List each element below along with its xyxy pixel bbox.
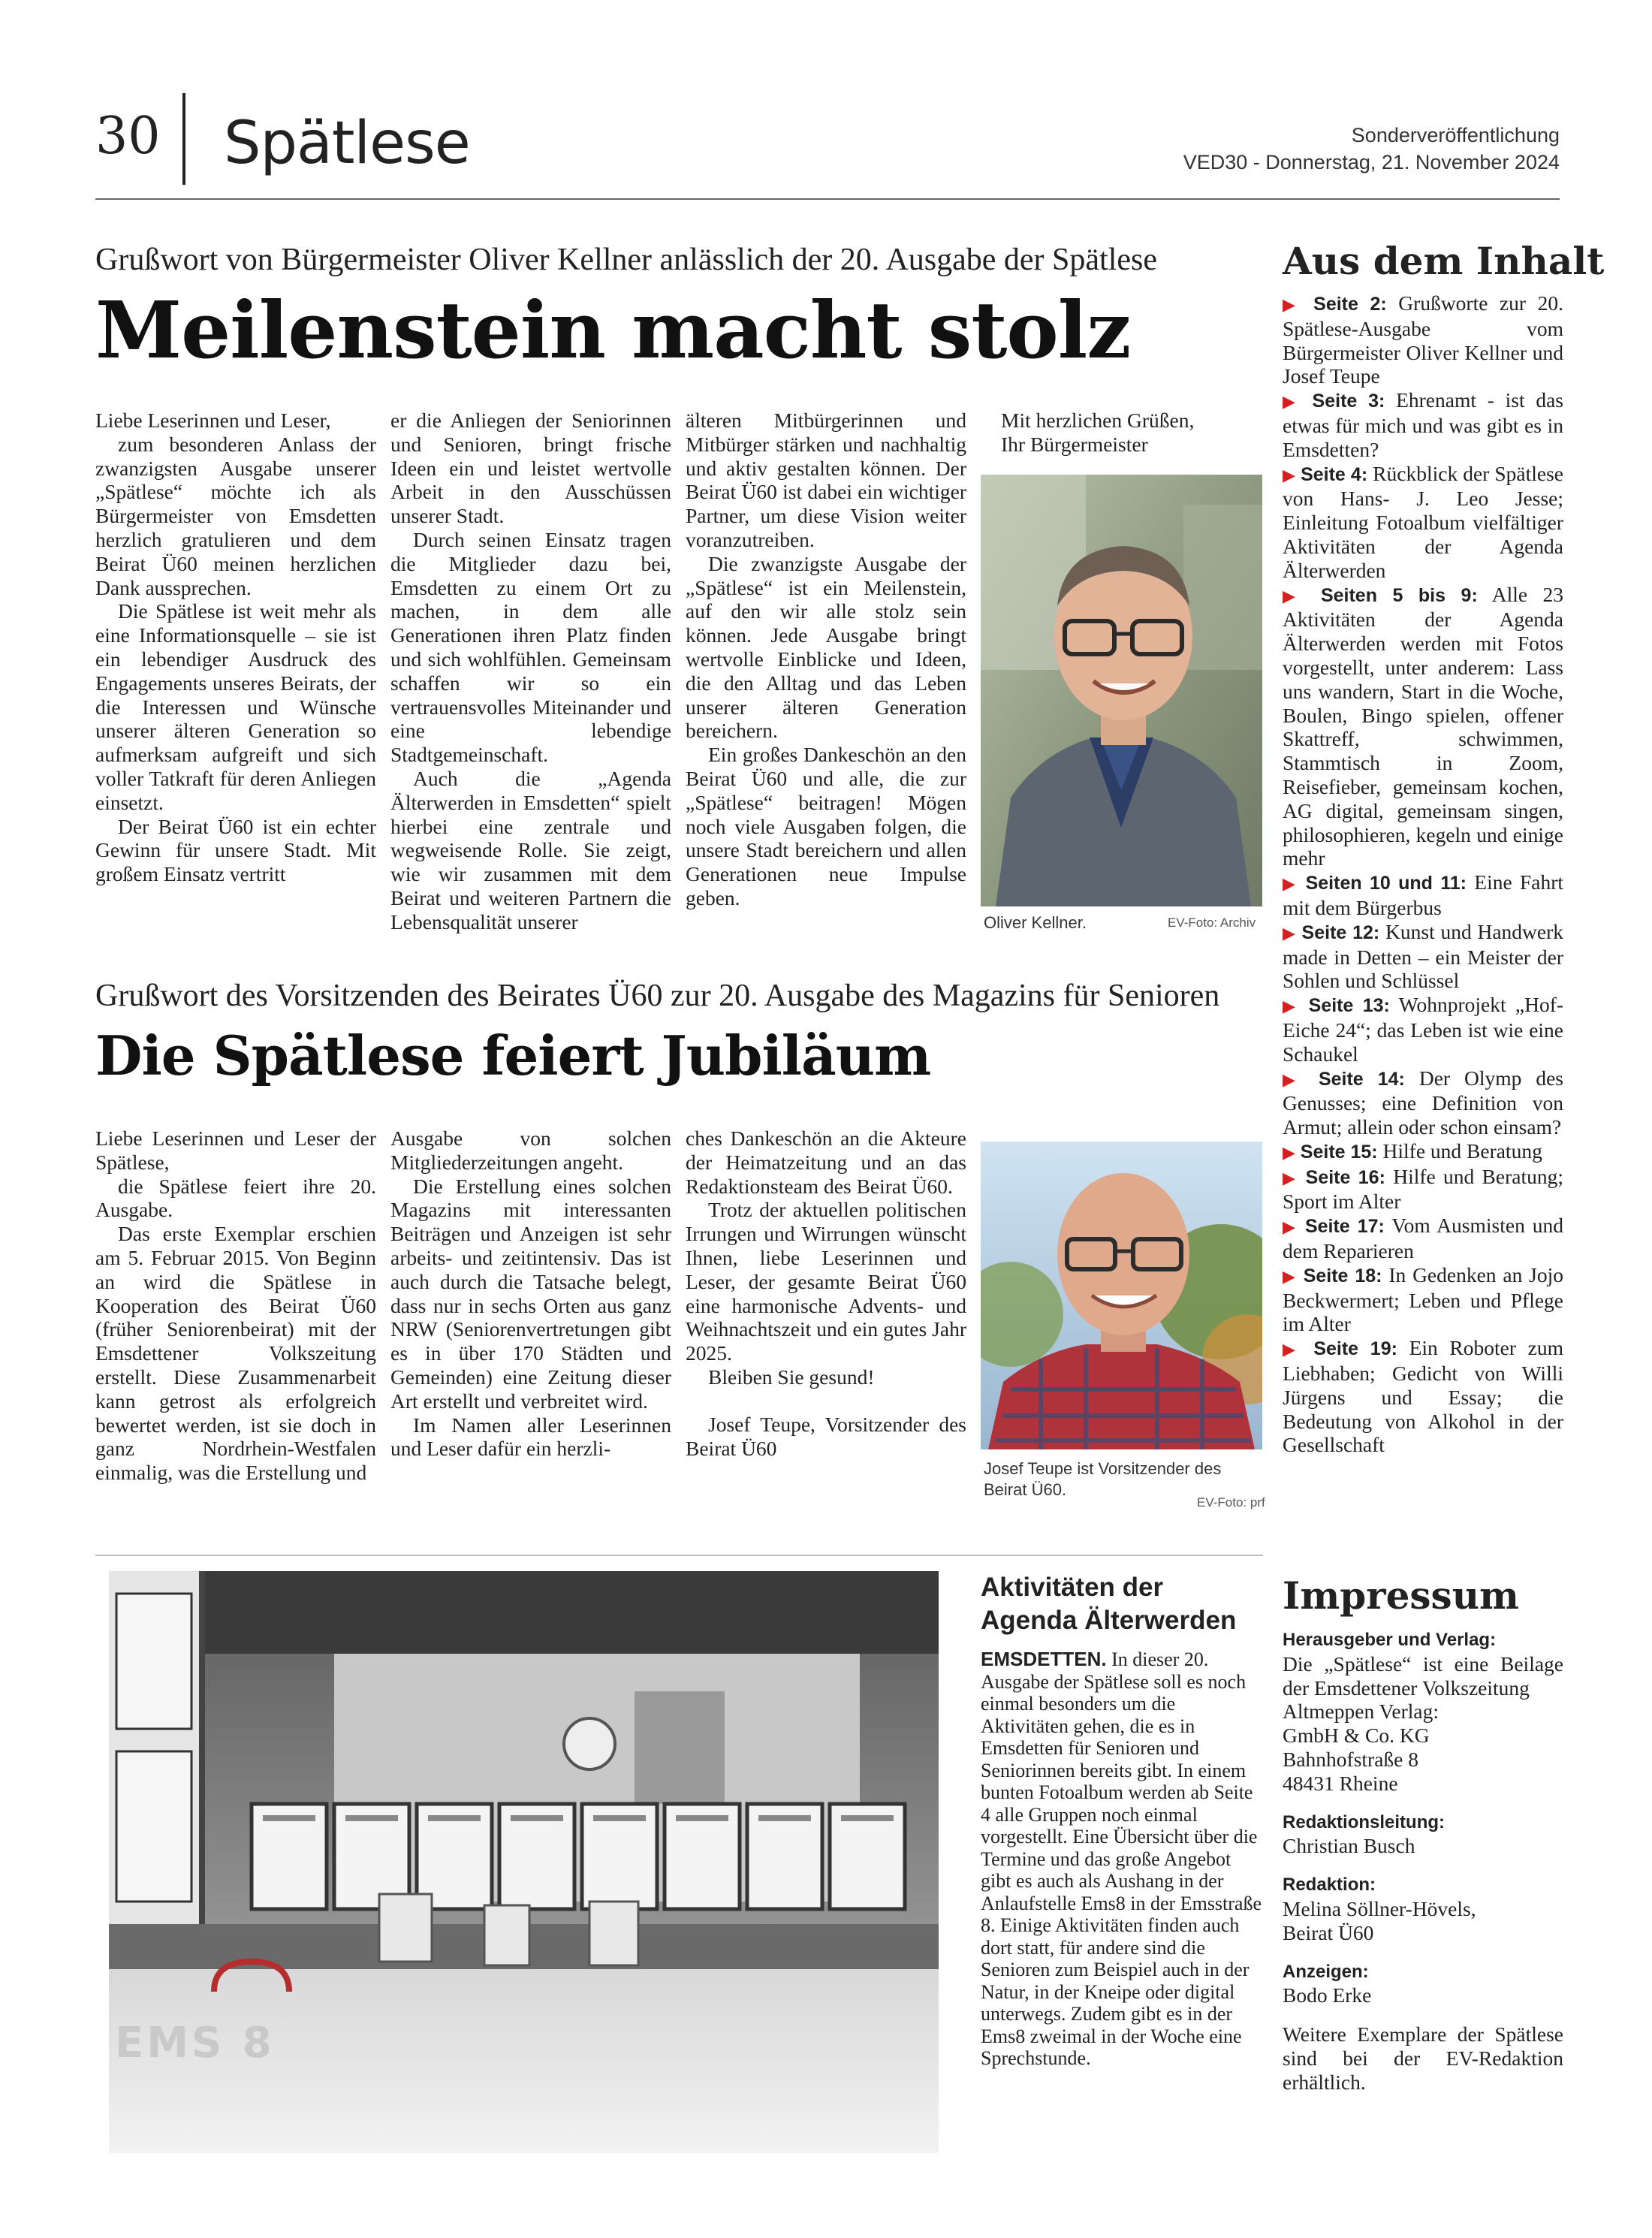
toc-item: ▶ Seite 14: Der Olymp des Genusses; eine Definition von Armut; allein oder schon einsam? <box>1283 1066 1564 1139</box>
header-divider <box>182 93 185 185</box>
paragraph: Durch seinen Einsatz tragen die Mitglieder dazu bei, Emsdetten zu einem Ort zu machen, in dem alle Generationen ihren Platz finden und sich wohlfühlen. Gemeinsam schaffen wir so ein vertrauensvolles Miteinander und eine lebendige Stadtgemeinschaft. <box>390 527 671 767</box>
ads-name: Bodo Erke <box>1283 1983 1372 2007</box>
activities-text: In dieser 20. Ausgabe der Spätlese soll es noch einmal besonders um die Aktivitäten gehen, die es in Emsdetten für Senioren und Seniorinnen bereits gibt. In einem bunten Fotoalbum werden ab Seite 4 alle Gruppen noch einmal vorgestellt. Eine Übersicht über die Termine und das große Angebot gibt es auch als Aushang in der Anlaufstelle Ems8 in der Emsstraße 8. Einige Aktivitäten finden auch dort statt, für andere sind die Senioren zum Beispiel auch in der Natur, in der Kneipe oder digital unterwegs. Zudem gibt es in der Ems8 zweimal in der Woche eine Sprechstunde. <box>981 1648 1262 2069</box>
arrow-right-icon: ▶ <box>1283 923 1296 943</box>
toc-item: ▶ Seiten 10 und 11: Eine Fahrt mit dem Bürgerbus <box>1283 870 1564 919</box>
supplement-label: Sonderveröffentlichung <box>1351 124 1560 146</box>
portrait-illustration <box>981 475 1262 906</box>
toc-item: ▶ Seite 2: Grußworte zur 20. Spätlese-Ausgabe vom Bürgermeister Oliver Kellner und Josef Teupe <box>1283 291 1564 388</box>
activities-title-line: Agenda Älterwerden <box>981 1606 1237 1635</box>
article1-column-1 <box>95 409 376 886</box>
lead-name: Christian Busch <box>1283 1834 1415 1858</box>
arrow-right-icon: ▶ <box>1283 1266 1297 1286</box>
toc-item: ▶ Seite 18: In Gedenken an Jojo Beckwermert; Leben und Pflege im Alter <box>1283 1262 1563 1336</box>
photo-josef-teupe <box>981 1142 1262 1449</box>
closing-signature: Ihr Bürgermeister <box>1001 432 1148 456</box>
signature: Josef Teupe, Vorsitzender des Beirat Ü60 <box>686 1412 966 1460</box>
toc-item: ▶ Seite 13: Wohnprojekt „Hof-Eiche 24“; das Leben ist wie eine Schaukel <box>1283 993 1564 1066</box>
toc-item: ▶ Seite 16: Hilfe und Beratung; Sport im Alter <box>1283 1164 1563 1214</box>
publisher-line: 48431 Rheine <box>1283 1771 1398 1795</box>
toc-item: ▶ Seite 15: Hilfe und Beratung <box>1283 1139 1542 1163</box>
paragraph: Auch die „Agenda Älterwerden in Emsdetten“ spielt hierbei eine zentrale und wegweisende Rolle. Sie zeigt, wie wir zusammen mit dem Beirat und weiteren Partnern die Lebensqualität unserer <box>390 766 671 934</box>
article2-kicker: Grußwort des Vorsitzenden des Beirates Ü60 zur 20. Ausgabe des Magazins für Senioren <box>95 979 1220 1013</box>
impressum-title: Impressum <box>1283 1573 1519 1618</box>
editor-line: Beirat Ü60 <box>1283 1920 1374 1944</box>
activities-title-line: Aktivitäten der <box>981 1573 1164 1602</box>
photo-credit-teupe: EV-Foto: prf <box>1197 1495 1265 1510</box>
paragraph: er die Anliegen der Seniorinnen und Senioren, bringt frische Ideen ein und leistet wertvolle Arbeit in den Ausschüssen unserer Stadt. <box>390 409 671 528</box>
article1-headline: Meilenstein macht stolz <box>95 284 1131 376</box>
publisher-line: Altmeppen Verlag: <box>1283 1700 1439 1724</box>
photo-caption-teupe: Josef Teupe ist Vorsitzender des Beirat Ü60. <box>984 1459 1222 1499</box>
arrow-right-icon: ▶ <box>1283 1069 1304 1089</box>
paragraph: Der Beirat Ü60 ist ein echter Gewinn für unsere Stadt. Mit großem Einsatz vertritt <box>95 814 376 886</box>
header-rule <box>95 198 1560 200</box>
sidebar-title: Aus dem Inhalt <box>1283 239 1605 283</box>
arrow-right-icon: ▶ <box>1283 1340 1302 1359</box>
activities-title <box>981 1571 1266 1637</box>
article1-column-3 <box>686 409 966 910</box>
arrow-right-icon: ▶ <box>1283 1142 1295 1162</box>
toc-item: ▶ Seite 12: Kunst und Handwerk made in Detten – ein Meister der Sohlen und Schlüssel <box>1283 919 1564 993</box>
box-top-rule <box>95 1555 1263 1556</box>
toc-item: ▶ Seite 4: Rückblick der Spätlese von Hans- J. Leo Jesse; Einleitung Fotoalbum vielfältiger Aktivitäten der Agenda Älterwerden <box>1283 461 1563 582</box>
toc-item: ▶ Seiten 5 bis 9: Alle 23 Aktivitäten der Agenda Älterwerden werden mit Fotos vorgestellt, unter anderem: Lass uns wandern, Start in die Woche, Boulen, Bingo spielen, offener Skattreff, schwimmen, Stammtisch in Zoom, Reisefieber, gemeinsam kochen, AG digital, gemeinsam singen, philosophieren, kegeln und einige mehr <box>1283 582 1564 870</box>
photo-caption-kellner: Oliver Kellner. <box>984 913 1087 932</box>
article2-column-1 <box>95 1127 376 1485</box>
article2-headline: Die Spätlese feiert Jubiläum <box>95 1024 931 1087</box>
toc-item: ▶ Seite 3: Ehrenamt - ist das etwas für mich und was gibt es in Emsdetten? <box>1283 388 1564 461</box>
lead-heading: Redaktionsleitung: <box>1283 1811 1446 1832</box>
portrait-illustration <box>981 1142 1262 1449</box>
dateline: EMSDETTEN. <box>981 1648 1107 1670</box>
paragraph: Im Namen aller Leserinnen und Leser dafür ein herzli- <box>390 1413 671 1461</box>
toc-item: ▶ Seite 19: Ein Roboter zum Liebhaben; Gedicht von Willi Jürgens und Essay; die Bedeutung von Alkohol in der Gesellschaft <box>1283 1336 1563 1457</box>
paragraph: Liebe Leserinnen und Leser der Spätlese, <box>95 1127 376 1174</box>
article1-kicker: Grußwort von Bürgermeister Oliver Kellner anlässlich der 20. Ausgabe der Spätlese <box>95 243 1158 277</box>
paragraph: Die zwanzigste Ausgabe der „Spätlese“ ist ein Meilenstein, auf den wir alle stolz sein können. Jede Ausgabe bringt wertvolle Einblicke und Ideen, die den Alltag und das Leben unserer älteren Generation bereichern. <box>686 551 966 743</box>
edition-info <box>1183 122 1560 176</box>
article2-column-2 <box>390 1127 671 1461</box>
photo-ems8-interior <box>109 1571 939 2153</box>
publisher-heading: Herausgeber und Verlag: <box>1283 1630 1497 1650</box>
activities-body <box>981 1648 1266 2070</box>
paragraph: Ausgabe von solchen Mitgliederzeitungen angeht. <box>390 1127 671 1174</box>
arrow-right-icon: ▶ <box>1283 586 1306 605</box>
arrow-right-icon: ▶ <box>1283 1168 1298 1187</box>
paragraph: Trotz der aktuellen politischen Irrungen und Wirrungen wünscht Ihnen, liebe Leserinnen und Leser, der gesamte Beirat Ü60 eine harmonische Advents- und Weihnachtszeit und ein gutes Jahr 2025. <box>686 1198 966 1365</box>
article2-column-3 <box>686 1127 966 1460</box>
impressum-block <box>1283 1628 1563 2095</box>
arrow-right-icon: ▶ <box>1283 295 1302 314</box>
paragraph: Die Spätlese ist weit mehr als eine Informationsquelle – sie ist ein lebendiger Ausdruck des Engagements unseres Beirats, der die Interessen und Wünsche unserer älteren Generation so aufmerksam aufgreift und sich voller Tatkraft für deren Anliegen einsetzt. <box>95 599 376 814</box>
paragraph: Die Erstellung eines solchen Magazins mit interessanten Beiträgen und Anzeigen ist sehr arbeits- und zeitintensiv. Das ist auch durch die Tatsache belegt, dass nur in sechs Orten aus ganz NRW (Seniorenvertretungen gibt es in über 170 Städten und Gemeinden) eine Zeitung dieser Art erstellt und verbreitet wird. <box>390 1174 671 1413</box>
closing-greeting: Mit herzlichen Grüßen, <box>1001 409 1195 432</box>
arrow-right-icon: ▶ <box>1283 997 1300 1016</box>
arrow-right-icon: ▶ <box>1283 465 1296 484</box>
paragraph: ches Dankeschön an die Akteure der Heimatzeitung und an das Redaktionsteam des Beirat Ü60. <box>686 1127 966 1198</box>
publisher-line: GmbH & Co. KG <box>1283 1724 1430 1748</box>
edition-line: VED30 - Donnerstag, 21. November 2024 <box>1183 151 1560 173</box>
arrow-right-icon: ▶ <box>1283 1217 1298 1237</box>
paragraph: Liebe Leserinnen und Leser, <box>95 409 331 432</box>
paragraph: zum besonderen Anlass der zwanzigsten Ausgabe unserer „Spätlese“ möchte ich als Bürgermeister von Emsdetten herzlich gratulieren und dem Beirat Ü60 meinen herzlichen Dank aussprechen. <box>95 432 376 599</box>
paragraph: Bleiben Sie gesund! <box>708 1365 875 1389</box>
editor-line: Melina Söllner-Hövels, <box>1283 1896 1476 1920</box>
table-of-contents <box>1283 291 1563 1457</box>
article1-closing <box>1001 409 1256 457</box>
paragraph: die Spätlese feiert ihre 20. Ausgabe. <box>95 1174 376 1222</box>
photo-oliver-kellner <box>981 475 1262 906</box>
ems8-window-lettering: EMS 8 <box>115 2019 275 2068</box>
arrow-right-icon: ▶ <box>1283 392 1301 412</box>
toc-item: ▶ Seite 17: Vom Ausmisten und dem Reparieren <box>1283 1214 1564 1263</box>
photo-credit-kellner: EV-Foto: Archiv <box>1168 915 1256 930</box>
publisher-line: Bahnhofstraße 8 <box>1283 1747 1418 1771</box>
section-title: Spätlese <box>224 110 470 177</box>
ads-heading: Anzeigen: <box>1283 1961 1369 1982</box>
article1-column-2 <box>390 409 671 934</box>
paragraph: älteren Mitbürgerinnen und Mitbürger stärken und nachhaltig und aktiv gestalten können. Der Beirat Ü60 ist dabei ein wichtiger Partner, um diese Vision weiter voranzutreiben. <box>686 409 966 551</box>
arrow-right-icon: ▶ <box>1283 874 1298 894</box>
editors-heading: Redaktion: <box>1283 1875 1376 1896</box>
paragraph: Ein großes Dankeschön an den Beirat Ü60 und alle, die zur „Spätlese“ beitragen! Mögen noch viele Ausgaben folgen, die unsere Stadt bereichern und allen Generationen neue Impulse geben. <box>686 743 966 909</box>
paragraph: Das erste Exemplar erschien am 5. Februar 2015. Von Beginn an wird die Spätlese in Kooperation des Beirat Ü60 (früher Seniorenbeirat) mit der Emsdettener Volkszeitung erstellt. Diese Zusammenarbeit kann getrost als erfolgreich bewertet werden, ist sie doch in ganz Nordrhein-Westfalen einmalig, was die Erstellung und <box>95 1222 376 1485</box>
impressum-note: Weitere Exemplare der Spätlese sind bei der EV-Redaktion erhältlich. <box>1283 2022 1563 2094</box>
publisher-line: Die „Spätlese“ ist eine Beilage der Emsdettener Volkszeitung <box>1283 1651 1563 1700</box>
page-number: 30 <box>95 107 161 166</box>
